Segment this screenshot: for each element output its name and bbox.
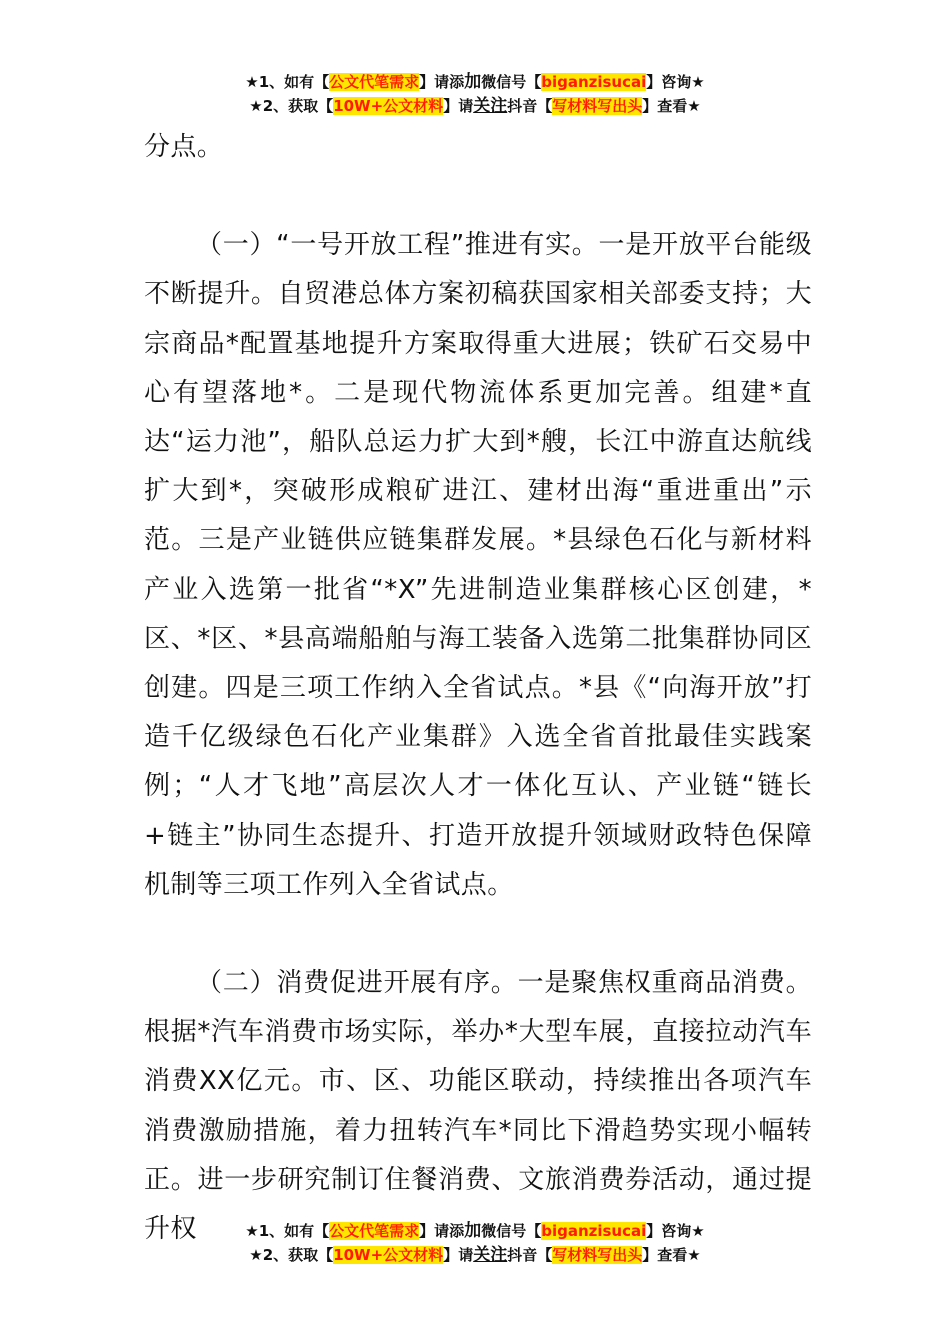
banner-text: ★1、如有【 — [245, 1222, 330, 1240]
document-body — [144, 123, 812, 1254]
banner-text: 】查看★ — [642, 1246, 701, 1264]
banner-text: 微信号【 — [481, 1222, 542, 1240]
banner-text: 】咨询★ — [646, 1222, 705, 1240]
banner-text: 】请添 — [419, 73, 465, 91]
highlight-service: 公文代笔需求 — [329, 73, 420, 91]
wechat-id[interactable]: biganzisucai — [541, 73, 647, 91]
highlight-materials: 10W+公文材料 — [333, 1246, 444, 1264]
follow-link[interactable]: 关注 — [473, 96, 508, 116]
paragraph-opening-project: （一）“一号开放工程”推进有实。一是开放平台能级不断提升。自贸港总体方案初稿获国家相关部委支持；大宗商品*配置基地提升方案取得重大进展；铁矿石交易中心有望落地*。二是现代物流体系更加完善。组建*直达“运力池”，船队总运力扩大到*艘，长江中游直达航线扩大到*，突破形成粮矿进江、建材出海“重进重出”示范。三是产业链供应链集群发展。*县绿色石化与新材料产业入选第一批省“*X”先进制造业集群核心区创建，*区、*区、*县高端船舶与海工装备入选第二批集群协同区创建。四是三项工作纳入全省试点。*县《“向海开放”打造千亿级绿色石化产业集群》入选全省首批最佳实践案例；“人才飞地”高层次人才一体化互认、产业链“链长+链主”协同生态提升、打造开放提升领域财政特色保障机制等三项工作列入全省试点。 — [144, 230, 812, 900]
paragraph-gap — [144, 172, 812, 221]
banner-text: 微信号【 — [481, 73, 542, 91]
douyin-account[interactable]: 写材料写出头 — [552, 97, 643, 115]
follow-link[interactable]: 关注 — [473, 1245, 508, 1265]
wechat-id[interactable]: biganzisucai — [541, 1222, 647, 1240]
banner-line-2 — [0, 1243, 950, 1267]
header-banner — [0, 70, 950, 118]
banner-text: 】请 — [443, 1246, 474, 1264]
banner-text: 】请 — [443, 97, 474, 115]
banner-text: 抖音【 — [507, 1246, 553, 1264]
paragraph-gap — [144, 910, 812, 959]
banner-text: 】请添 — [419, 1222, 465, 1240]
highlight-service: 公文代笔需求 — [329, 1222, 420, 1240]
paragraph-fragment: 分点。 — [144, 132, 224, 162]
banner-line-1 — [0, 70, 950, 94]
banner-text: ★2、获取【 — [249, 97, 334, 115]
banner-text: 】咨询★ — [646, 73, 705, 91]
banner-emphasis: 加 — [464, 72, 482, 92]
paragraph-consumption: （二）消费促进开展有序。一是聚焦权重商品消费。根据*汽车消费市场实际，举办*大型车展，直接拉动汽车消费XX亿元。市、区、功能区联动，持续推出各项汽车消费激励措施，着力扭转汽车*同比下滑趋势实现小幅转正。进一步研究制订住餐消费、文旅消费券活动，通过提升权 — [144, 968, 812, 1245]
highlight-materials: 10W+公文材料 — [333, 97, 444, 115]
footer-banner — [0, 1219, 950, 1267]
banner-text: ★1、如有【 — [245, 73, 330, 91]
banner-text: ★2、获取【 — [249, 1246, 334, 1264]
banner-emphasis: 加 — [464, 1221, 482, 1241]
banner-text: 】查看★ — [642, 97, 701, 115]
banner-text: 抖音【 — [507, 97, 553, 115]
douyin-account[interactable]: 写材料写出头 — [552, 1246, 643, 1264]
banner-line-2 — [0, 94, 950, 118]
banner-line-1 — [0, 1219, 950, 1243]
